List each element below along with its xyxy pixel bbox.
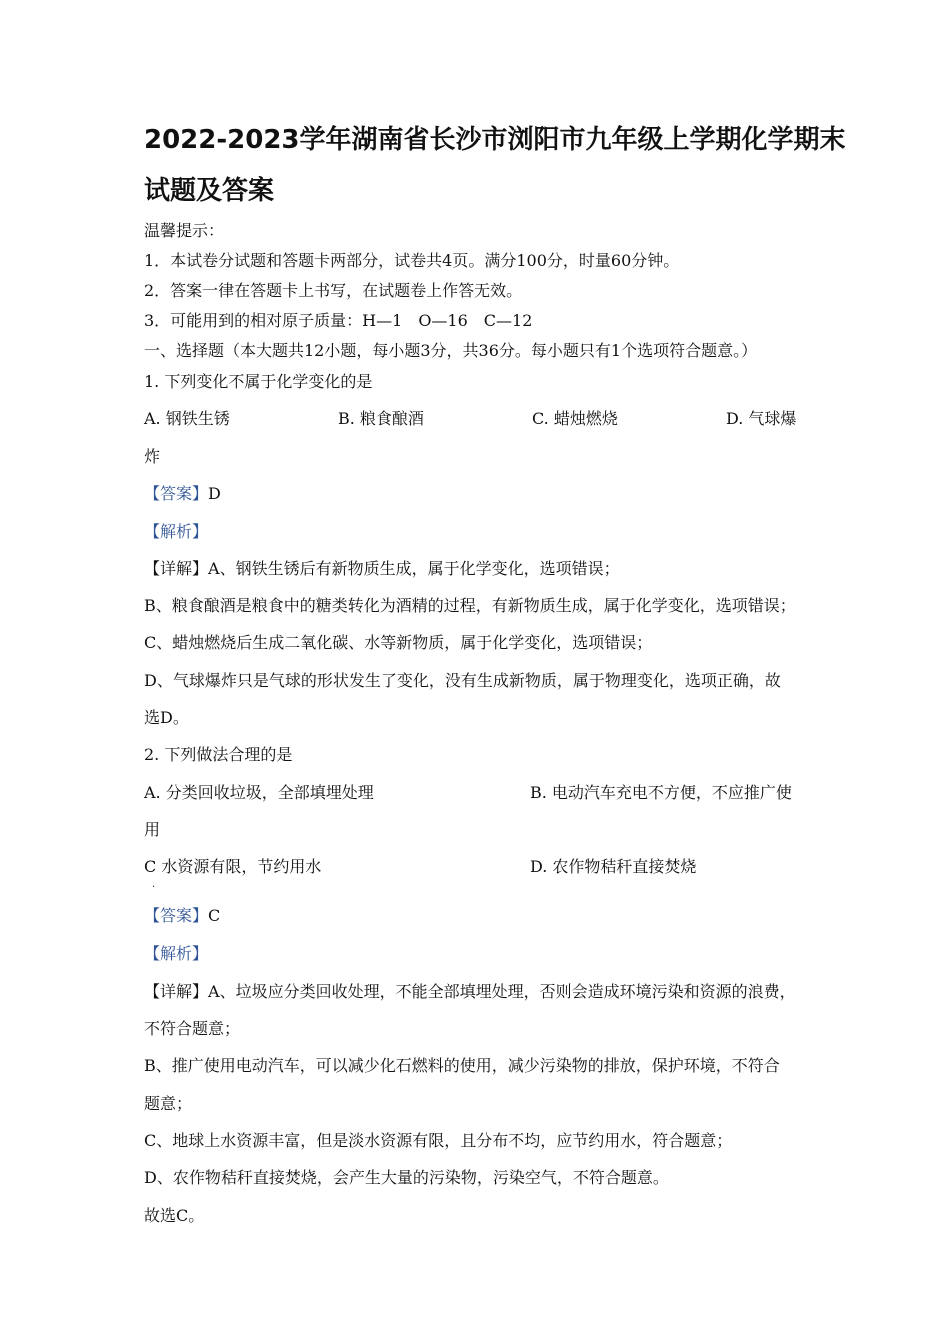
q1-option-b: B. 粮食酿酒: [338, 409, 424, 428]
q2-option-a: A. 分类回收垃圾，全部填埋处理: [144, 783, 374, 802]
q1-detail-line: [144, 558, 620, 580]
q2-detail-line: D、农作物秸秆直接焚烧，会产生大量的污染物，污染空气，不符合题意。: [144, 1168, 669, 1187]
q1-analysis-tag: 【解析】: [144, 522, 209, 541]
answer-tag: 【答案】: [144, 484, 209, 503]
q2-detail-line: C、地球上水资源丰富，但是淡水资源有限，且分布不均，应节约用水，符合题意；: [144, 1131, 733, 1150]
q2-analysis-tag: 【解析】: [144, 944, 209, 963]
answer-value: D: [208, 484, 221, 503]
q2-detail-line: 不符合题意；: [144, 1019, 241, 1038]
q2-detail-line: 故选C。: [144, 1206, 205, 1225]
section-heading: 一、选择题（本大题共12小题，每小题3分，共36分。每小题只有1个选项符合题意。）: [144, 341, 758, 360]
tip-item: 2．答案一律在答题卡上书写，在试题卷上作答无效。: [144, 281, 523, 300]
q2-option-c: C 水资源有限，节约用水: [144, 857, 322, 876]
q1-detail-line: B、粮食酿酒是粮食中的糖类转化为酒精的过程，有新物质生成，属于化学变化，选项错误；: [144, 596, 796, 615]
q2-answer: [144, 905, 220, 927]
q1-detail-line: C、蜡烛燃烧后生成二氧化碳、水等新物质，属于化学变化，选项错误；: [144, 633, 653, 652]
q2-detail-line: B、推广使用电动汽车，可以减少化石燃料的使用，减少污染物的排放，保护环境，不符合: [144, 1056, 780, 1075]
q1-option-d-wrap: 炸: [144, 447, 161, 466]
detail-tag: 【详解】: [144, 982, 209, 1001]
q2-stem: 2. 下列做法合理的是: [144, 745, 293, 764]
detail-tag: 【详解】: [144, 559, 209, 578]
q1-answer: [144, 483, 221, 505]
q1-stem: 1. 下列变化不属于化学变化的是: [144, 372, 373, 391]
q2-option-d: D. 农作物秸秆直接焚烧: [530, 857, 697, 876]
q1-option-a: A. 钢铁生锈: [144, 409, 230, 428]
q2-option-b-wrap: 用: [144, 820, 161, 839]
doc-title-line1: 2022-2023学年湖南省长沙市浏阳市九年级上学期化学期末: [144, 125, 846, 155]
tip-item: 1．本试卷分试题和答题卡两部分，试卷共4页。满分100分，时量60分钟。: [144, 251, 680, 270]
q1-option-c: C. 蜡烛燃烧: [532, 409, 618, 428]
tip-item: 3．可能用到的相对原子质量：H—1 O—16 C—12: [144, 311, 533, 330]
answer-value: C: [208, 906, 221, 925]
detail-text: A、钢铁生锈后有新物质生成，属于化学变化，选项错误；: [208, 559, 620, 578]
q1-option-d: D. 气球爆: [726, 409, 797, 428]
q2-detail-line: 题意；: [144, 1094, 193, 1113]
q1-detail-line: D、气球爆炸只是气球的形状发生了变化，没有生成新物质，属于物理变化，选项正确，故: [144, 671, 781, 690]
doc-title-line2: 试题及答案: [144, 176, 275, 206]
q2-option-b: B. 电动汽车充电不方便，不应推广使: [530, 783, 792, 802]
q2-detail-line: [144, 981, 796, 1003]
tips-heading: 温馨提示：: [144, 221, 225, 240]
q1-detail-line: 选D。: [144, 708, 189, 727]
option-c-dot: .: [152, 879, 156, 890]
detail-text: A、垃圾应分类回收处理，不能全部填埋处理，否则会造成环境污染和资源的浪费，: [208, 982, 796, 1001]
answer-tag: 【答案】: [144, 906, 209, 925]
